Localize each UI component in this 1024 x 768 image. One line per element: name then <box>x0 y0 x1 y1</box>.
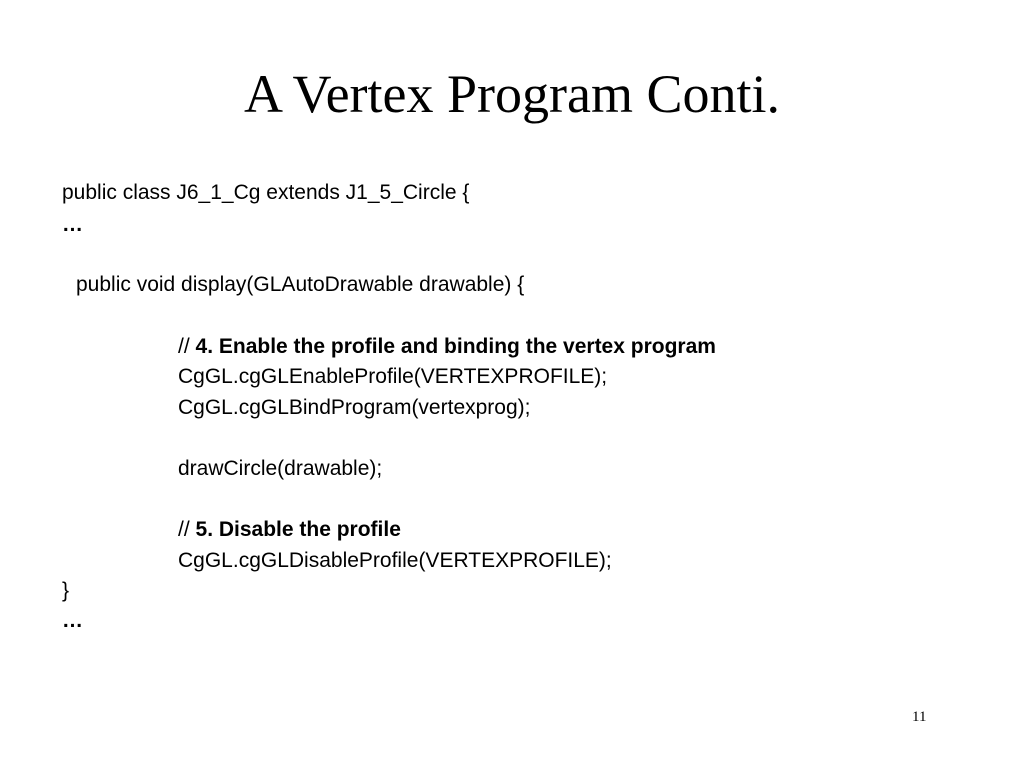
comment-prefix: // <box>178 518 196 541</box>
code-line-draw-circle: drawCircle(drawable); <box>178 457 383 480</box>
comment-prefix: // <box>178 335 196 358</box>
slide-title: A Vertex Program Conti. <box>244 64 780 124</box>
code-line-ellipsis-bottom: … <box>62 609 83 632</box>
code-line-method-declaration: public void display(GLAutoDrawable drawable) { <box>76 273 525 296</box>
code-line-disable-profile: CgGL.cgGLDisableProfile(VERTEXPROFILE); <box>178 549 612 572</box>
code-line-ellipsis-top: … <box>62 213 83 236</box>
comment-enable-text: 4. Enable the profile and binding the vertex program <box>195 335 716 358</box>
code-line-enable-profile: CgGL.cgGLEnableProfile(VERTEXPROFILE); <box>178 365 608 388</box>
code-line-closing-brace: } <box>62 579 70 602</box>
comment-disable-text: 5. Disable the profile <box>195 518 401 541</box>
code-line-bind-program: CgGL.cgGLBindProgram(vertexprog); <box>178 396 531 419</box>
page-number: 11 <box>912 709 927 725</box>
code-line-comment-enable <box>178 334 716 360</box>
code-line-comment-disable <box>178 517 401 543</box>
code-line-class-declaration: public class J6_1_Cg extends J1_5_Circle { <box>62 181 470 204</box>
